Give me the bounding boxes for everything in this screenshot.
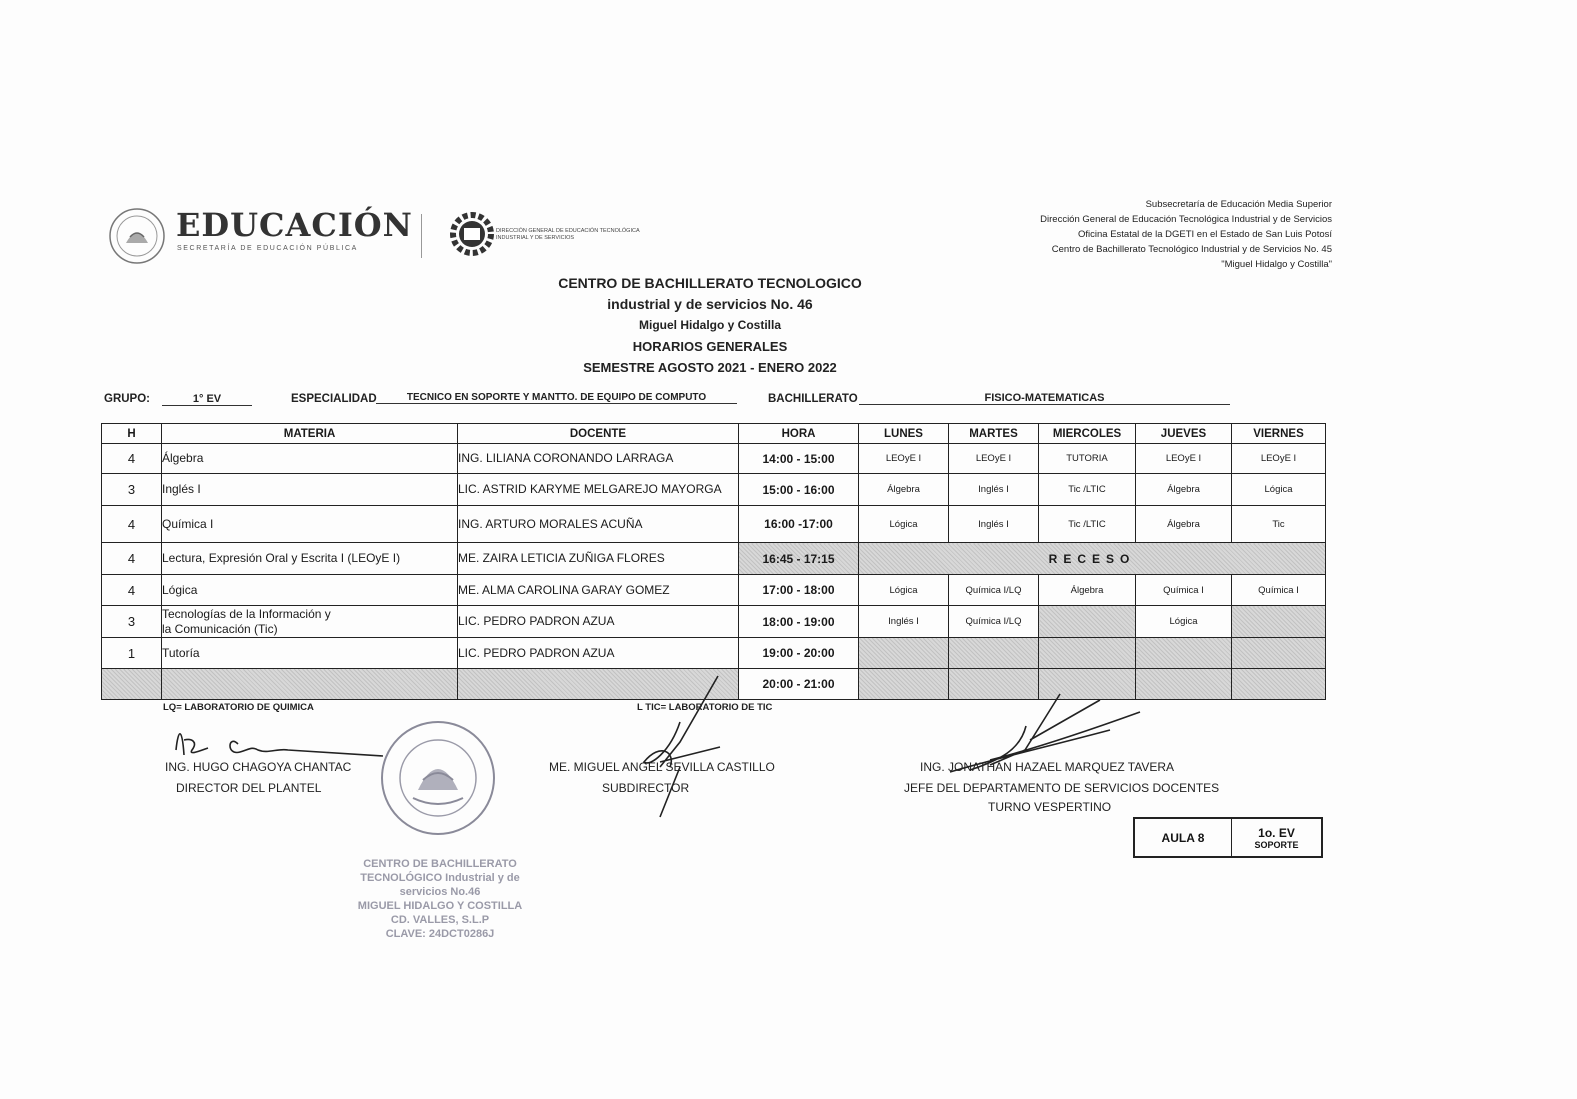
viernes-cell: LEOyE I xyxy=(1232,444,1326,474)
receso-cell: RECESO xyxy=(859,543,1326,575)
brand-subtitle: SECRETARÍA DE EDUCACIÓN PÚBLICA xyxy=(177,245,358,252)
stamp-line: servicios No.46 xyxy=(399,886,481,898)
stamp-line: MIGUEL HIDALGO Y COSTILLA xyxy=(357,900,523,912)
martes-cell: Inglés I xyxy=(949,506,1039,543)
aula-grupo: 1o. EV xyxy=(1258,825,1295,840)
jueves-cell: Álgebra xyxy=(1136,474,1232,506)
materia-cell xyxy=(162,606,458,638)
header-line: Dirección General de Educación Tecnológica Industrial y de Servicios xyxy=(1040,214,1332,225)
mexico-seal-icon xyxy=(108,207,166,265)
hora-cell: 15:00 - 16:00 xyxy=(739,474,859,506)
schedule-table xyxy=(101,423,1326,700)
martes-cell: LEOyE I xyxy=(949,444,1039,474)
hours-cell: 4 xyxy=(102,575,162,606)
grupo-value: 1° EV xyxy=(162,393,252,406)
materia-cell: Álgebra xyxy=(162,444,458,474)
jueves-cell xyxy=(1136,638,1232,669)
table-row xyxy=(102,444,1326,474)
hora-cell: 16:00 -17:00 xyxy=(739,506,859,543)
header-lunes: LUNES xyxy=(859,424,949,444)
docente-cell: LIC. ASTRID KARYME MELGAREJO MAYORGA xyxy=(458,474,739,506)
hours-cell: 1 xyxy=(102,638,162,669)
hora-cell: 19:00 - 20:00 xyxy=(739,638,859,669)
table-row xyxy=(102,543,1326,575)
hours-cell: 4 xyxy=(102,506,162,543)
aula-box xyxy=(1133,817,1323,858)
note-ltic: L TIC= LABORATORIO DE TIC xyxy=(637,702,773,713)
materia-cell: Tutoría xyxy=(162,638,458,669)
aula-label: AULA 8 xyxy=(1135,819,1232,856)
header-line: "Miguel Hidalgo y Costilla" xyxy=(1221,259,1332,270)
note-lq: LQ= LABORATORIO DE QUIMICA xyxy=(163,702,314,713)
lunes-cell: Lógica xyxy=(859,506,949,543)
table-row xyxy=(102,638,1326,669)
miercoles-cell: Tic /LTIC xyxy=(1039,506,1136,543)
hours-cell: 3 xyxy=(102,474,162,506)
hours-cell: 3 xyxy=(102,606,162,638)
header-line: Oficina Estatal de la DGETI en el Estado de San Luis Potosí xyxy=(1078,229,1332,240)
miercoles-cell xyxy=(1039,638,1136,669)
materia-line-1: Tecnologías de la Información y xyxy=(162,606,331,621)
stamp-line: CENTRO DE BACHILLERATO xyxy=(363,858,517,870)
miercoles-cell: Álgebra xyxy=(1039,575,1136,606)
bachillerato-label: BACHILLERATO xyxy=(768,393,858,405)
institution-header xyxy=(1040,197,1332,272)
miercoles-cell xyxy=(1039,606,1136,638)
martes-cell xyxy=(949,638,1039,669)
materia-cell: Química I xyxy=(162,506,458,543)
director-role: DIRECTOR DEL PLANTEL xyxy=(176,781,322,795)
hora-cell: 16:45 - 17:15 xyxy=(739,543,859,575)
docente-cell: ME. ALMA CAROLINA GARAY GOMEZ xyxy=(458,575,739,606)
martes-cell: Química I/LQ xyxy=(949,575,1039,606)
school-stamp xyxy=(335,857,545,941)
viernes-cell xyxy=(1232,606,1326,638)
subdirector-role: SUBDIRECTOR xyxy=(602,781,690,795)
hours-cell xyxy=(102,669,162,700)
header-line: Subsecretaría de Educación Media Superior xyxy=(1145,199,1332,210)
especialidad-value: TECNICO EN SOPORTE Y MANTTO. DE EQUIPO DE COMPUTO xyxy=(376,392,737,404)
title-line-4: HORARIOS GENERALES xyxy=(632,339,788,354)
materia-cell: Lectura, Expresión Oral y Escrita I (LEOyE I) xyxy=(162,543,458,575)
table-row xyxy=(102,606,1326,638)
jueves-cell: Química I xyxy=(1136,575,1232,606)
header-jueves: JUEVES xyxy=(1136,424,1232,444)
hora-cell: 14:00 - 15:00 xyxy=(739,444,859,474)
hours-cell: 4 xyxy=(102,543,162,575)
lunes-cell xyxy=(859,638,949,669)
viernes-cell: Lógica xyxy=(1232,474,1326,506)
bachillerato-value: FISICO-MATEMATICAS xyxy=(859,392,1230,405)
lunes-cell: Álgebra xyxy=(859,474,949,506)
especialidad-label: ESPECIALIDAD xyxy=(291,393,377,405)
docente-cell: ING. LILIANA CORONANDO LARRAGA xyxy=(458,444,739,474)
table-row xyxy=(102,669,1326,700)
director-name: ING. HUGO CHAGOYA CHANTAC xyxy=(165,760,352,774)
jueves-cell: Álgebra xyxy=(1136,506,1232,543)
miercoles-cell: Tic /LTIC xyxy=(1039,474,1136,506)
stamp-line: TECNOLÓGICO Industrial y de xyxy=(360,872,520,884)
title-line-1: CENTRO DE BACHILLERATO TECNOLOGICO xyxy=(558,275,862,291)
materia-line-2: la Comunicación (Tic) xyxy=(162,621,278,636)
header-miercoles: MIERCOLES xyxy=(1039,424,1136,444)
hora-cell: 17:00 - 18:00 xyxy=(739,575,859,606)
jefe-shift: TURNO VESPERTINO xyxy=(988,800,1112,814)
table-row xyxy=(102,506,1326,543)
materia-cell: Lógica xyxy=(162,575,458,606)
jefe-name: ING. JONATHAN HAZAEL MARQUEZ TAVERA xyxy=(920,760,1175,774)
aula-group xyxy=(1232,819,1321,856)
official-seal-icon xyxy=(378,718,498,838)
document-title xyxy=(470,273,950,378)
stamp-line: CLAVE: 24DCT0286J xyxy=(385,928,495,940)
hours-cell: 4 xyxy=(102,444,162,474)
title-line-3: Miguel Hidalgo y Costilla xyxy=(638,318,781,332)
lunes-cell xyxy=(859,669,949,700)
header-viernes: VIERNES xyxy=(1232,424,1326,444)
lunes-cell: LEOyE I xyxy=(859,444,949,474)
martes-cell: Inglés I xyxy=(949,474,1039,506)
lunes-cell: Inglés I xyxy=(859,606,949,638)
dgeti-text: DIRECCIÓN GENERAL DE EDUCACIÓN TECNOLÓGICA INDUSTRIAL Y DE SERVICIOS xyxy=(496,228,640,241)
docente-cell xyxy=(458,669,739,700)
header-docente: DOCENTE xyxy=(458,424,739,444)
brand-title: EDUCACIÓN xyxy=(176,206,413,244)
header-line: Centro de Bachillerato Tecnológico Industrial y de Servicios No. 45 xyxy=(1051,244,1332,255)
hora-cell: 18:00 - 19:00 xyxy=(739,606,859,638)
header-hora: HORA xyxy=(739,424,859,444)
title-line-5: SEMESTRE AGOSTO 2021 - ENERO 2022 xyxy=(583,360,837,375)
lunes-cell: Lógica xyxy=(859,575,949,606)
jefe-role: JEFE DEL DEPARTAMENTO DE SERVICIOS DOCENTES xyxy=(904,781,1220,795)
grupo-label: GRUPO: xyxy=(104,393,150,405)
viernes-cell: Química I xyxy=(1232,575,1326,606)
table-row xyxy=(102,474,1326,506)
hora-cell: 20:00 - 21:00 xyxy=(739,669,859,700)
docente-cell: LIC. PEDRO PADRON AZUA xyxy=(458,638,739,669)
docente-cell: LIC. PEDRO PADRON AZUA xyxy=(458,606,739,638)
materia-cell: Inglés I xyxy=(162,474,458,506)
jueves-cell: Lógica xyxy=(1136,606,1232,638)
jueves-cell: LEOyE I xyxy=(1136,444,1232,474)
header-materia: MATERIA xyxy=(162,424,458,444)
jueves-cell xyxy=(1136,669,1232,700)
title-line-2: industrial y de servicios No. 46 xyxy=(607,296,813,312)
miercoles-cell xyxy=(1039,669,1136,700)
table-row xyxy=(102,575,1326,606)
viernes-cell: Tic xyxy=(1232,506,1326,543)
table-header-row xyxy=(102,424,1326,444)
subdirector-name: ME. MIGUEL ANGEL SEVILLA CASTILLO xyxy=(549,760,775,774)
miercoles-cell: TUTORIA xyxy=(1039,444,1136,474)
viernes-cell xyxy=(1232,669,1326,700)
header-martes: MARTES xyxy=(949,424,1039,444)
martes-cell: Química I/LQ xyxy=(949,606,1039,638)
aula-especialidad: SOPORTE xyxy=(1254,839,1299,850)
docente-cell: ME. ZAIRA LETICIA ZUÑIGA FLORES xyxy=(458,543,739,575)
dgeti-gear-logo-icon xyxy=(446,208,498,260)
materia-cell xyxy=(162,669,458,700)
header-h: H xyxy=(102,424,162,444)
stamp-line: CD. VALLES, S.L.P xyxy=(390,914,490,926)
martes-cell xyxy=(949,669,1039,700)
header-divider xyxy=(421,214,422,258)
docente-cell: ING. ARTURO MORALES ACUÑA xyxy=(458,506,739,543)
viernes-cell xyxy=(1232,638,1326,669)
